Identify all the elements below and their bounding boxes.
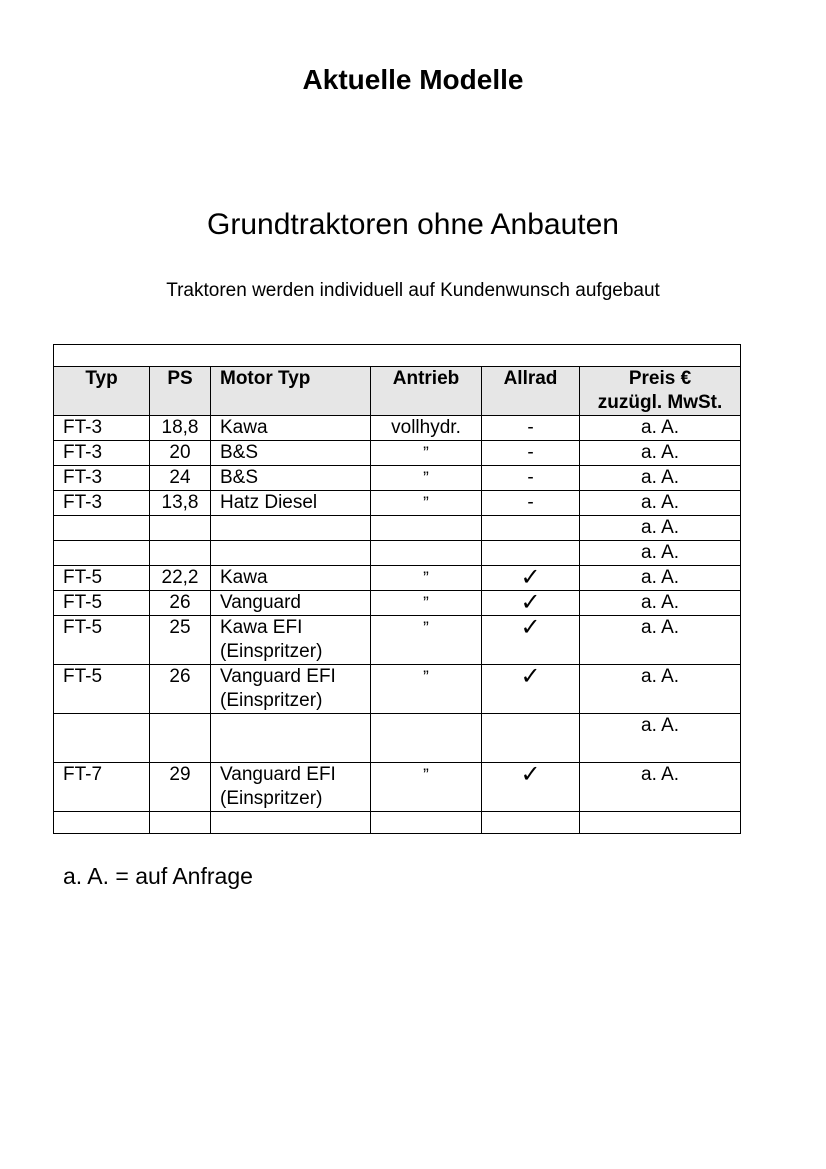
cell-motor [211,616,371,665]
cell-motor-line1: Vanguard EFI [220,764,336,785]
cell-antrieb [371,541,482,566]
cell-motor [211,763,371,812]
cell-typ: FT-5 [54,566,150,591]
header-ps: PS [150,367,211,416]
table-spacer-cell [482,812,580,834]
cell-antrieb: ” [371,491,482,516]
cell-preis: a. A. [580,491,741,516]
table-row [54,616,741,665]
cell-allrad [482,516,580,541]
cell-preis: a. A. [580,665,741,714]
cell-antrieb: ” [371,763,482,812]
cell-preis: a. A. [580,616,741,665]
cell-antrieb: ” [371,566,482,591]
cell-allrad [482,541,580,566]
table-row [54,491,741,516]
cell-typ: FT-3 [54,466,150,491]
checkmark-icon: ✓ [482,591,580,616]
checkmark-icon: ✓ [482,616,580,665]
table-spacer-cell [371,812,482,834]
cell-typ [54,541,150,566]
cell-motor-line1: Hatz Diesel [220,492,318,513]
cell-motor [211,591,371,616]
header-motor-typ: Motor Typ [211,367,371,416]
cell-typ: FT-7 [54,763,150,812]
cell-motor [211,491,371,516]
header-preis [580,367,741,416]
cell-preis: a. A. [580,541,741,566]
cell-motor-line2: (Einspritzer) [220,788,323,809]
cell-allrad: - [482,466,580,491]
cell-motor [211,665,371,714]
cell-motor-line1: Kawa [220,567,268,588]
header-preis-line2: zuzügl. MwSt. [597,392,723,413]
table-top-spacer-row [54,345,741,367]
table-spacer-cell [54,345,741,367]
header-antrieb: Antrieb [371,367,482,416]
cell-preis: a. A. [580,566,741,591]
header-allrad: Allrad [482,367,580,416]
cell-motor-line2: (Einspritzer) [220,641,323,662]
cell-typ: FT-5 [54,665,150,714]
table-row [54,591,741,616]
cell-motor [211,416,371,441]
cell-motor [211,516,371,541]
cell-antrieb: ” [371,665,482,714]
models-table [53,344,741,834]
table-row [54,763,741,812]
checkmark-icon: ✓ [482,566,580,591]
table-row [54,441,741,466]
cell-ps: 24 [150,466,211,491]
cell-motor [211,466,371,491]
cell-preis: a. A. [580,763,741,812]
cell-preis: a. A. [580,714,741,763]
cell-typ: FT-3 [54,491,150,516]
cell-typ: FT-5 [54,616,150,665]
cell-antrieb [371,516,482,541]
cell-typ: FT-3 [54,441,150,466]
cell-antrieb: ” [371,441,482,466]
cell-motor [211,714,371,763]
cell-preis: a. A. [580,416,741,441]
intro-text: Traktoren werden individuell auf Kundenwunsch aufgebaut [166,280,660,301]
cell-typ: FT-5 [54,591,150,616]
cell-antrieb: vollhydr. [371,416,482,441]
cell-ps [150,541,211,566]
cell-motor-line1: Kawa [220,417,268,438]
table-bottom-spacer-row [54,812,741,834]
cell-motor [211,441,371,466]
cell-allrad: - [482,441,580,466]
header-typ: Typ [54,367,150,416]
cell-antrieb: ” [371,616,482,665]
table-row [54,466,741,491]
checkmark-icon: ✓ [482,763,580,812]
cell-motor-line1: B&S [220,467,259,488]
cell-typ [54,516,150,541]
cell-ps [150,714,211,763]
cell-preis: a. A. [580,466,741,491]
table-row [54,566,741,591]
table-row [54,516,741,541]
page-title: Aktuelle Modelle [302,64,524,95]
cell-preis: a. A. [580,441,741,466]
header-preis-line1: Preis € [628,368,692,389]
cell-allrad [482,714,580,763]
cell-ps [150,516,211,541]
table-header-row [54,367,741,416]
cell-ps: 20 [150,441,211,466]
cell-motor-line1: Vanguard EFI [220,666,336,687]
cell-ps: 22,2 [150,566,211,591]
table-spacer-cell [580,812,741,834]
cell-ps: 29 [150,763,211,812]
cell-preis: a. A. [580,516,741,541]
cell-typ [54,714,150,763]
cell-ps: 25 [150,616,211,665]
table-spacer-cell [150,812,211,834]
cell-motor-line1: B&S [220,442,259,463]
cell-motor [211,541,371,566]
cell-motor [211,566,371,591]
cell-motor-line1: Kawa EFI [220,617,303,638]
cell-typ: FT-3 [54,416,150,441]
footnote: a. A. = auf Anfrage [63,863,253,889]
checkmark-icon: ✓ [482,665,580,714]
table-row [54,665,741,714]
table-row [54,416,741,441]
cell-antrieb [371,714,482,763]
cell-ps: 13,8 [150,491,211,516]
cell-preis: a. A. [580,591,741,616]
table-row [54,541,741,566]
cell-motor-line1: Vanguard [220,592,301,613]
table-row [54,714,741,763]
table-spacer-cell [54,812,150,834]
cell-antrieb: ” [371,591,482,616]
page-subtitle: Grundtraktoren ohne Anbauten [207,208,619,241]
cell-motor-line2: (Einspritzer) [220,690,323,711]
cell-allrad: - [482,491,580,516]
cell-antrieb: ” [371,466,482,491]
cell-ps: 26 [150,665,211,714]
table-spacer-cell [211,812,371,834]
cell-ps: 18,8 [150,416,211,441]
cell-ps: 26 [150,591,211,616]
cell-allrad: - [482,416,580,441]
